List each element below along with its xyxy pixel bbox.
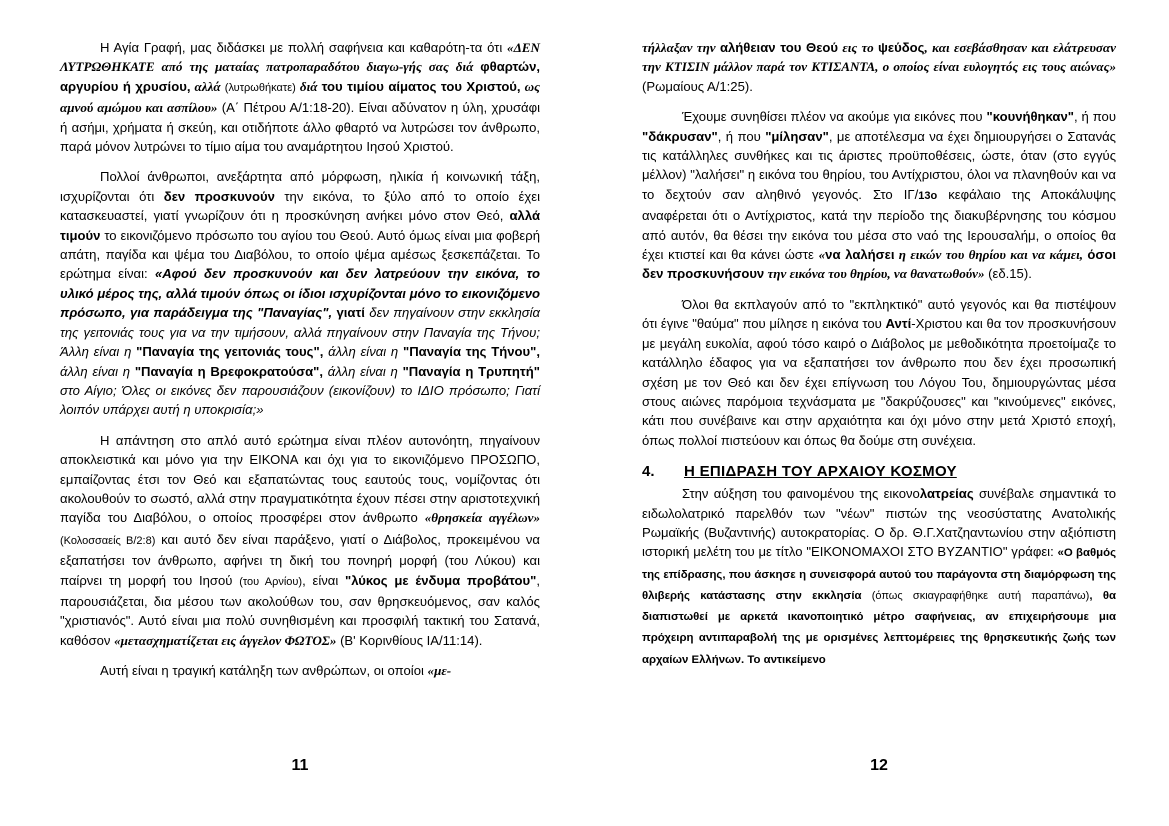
section-title: Η ΕΠΙΔΡΑΣΗ ΤΟΥ ΑΡΧΑΙΟΥ ΚΟΣΜΟΥ [684,463,957,481]
paragraph: Στην αύξηση του φαινομένου της εικονολατρείας συνέβαλε σημαντικά το ειδωλολατρικό παρελθόν των "νέων" πιστών της νεοσύστατης Ανατολικής Ρωμαϊκής (Βυζαντινής) αυτοκρατορίας. Ο δρ. Θ.Γ.Χατζηαντωνίου στην αξιόπιστη ιστορική μελέτη του με τίτλο "ΕΙΚΟΝΟΜΑΧΟΙ ΣΤΟ ΒΥΖΑΝΤΙΟ" γράφει: «Ο βαθμός της επίδρασης, που άσκησε η συνεισφορά αυτού του παράγοντα στη διαμόρφωση της θλιβερής κατάστασης στην εκκλησία (όπως σκιαγραφήθηκε αυτή παραπάνω), θα διαπιστωθεί με αρκετά ικανοποιητικό μέτρο σαφήνειας, αν επιχειρήσουμε μια πρόχειρη αντιπαραβολή της με ορισμένες λεπτομέρειες της θρησκευτικής ζωής των αρχαίων Ελλήνων. Το αντικείμενο [642,486,1116,666]
page-number: 12 [870,757,888,774]
paragraph: Έχουμε συνηθίσει πλέον να ακούμε για εικόνες που "κουνήθηκαν", ή που "δάκρυσαν", ή που "μίλησαν", με αποτέλεσμα να έχει δημιουργήσει ο Σατανάς τις κατάλληλες συνθήκες και τις άριστες προϋποθέσεις, ώστε, όταν (στο εγγύς μέλλον) "λαλήσει" η εικόνα του θηρίου, του Αντίχριστου, όλοι να πλανηθούν και να το δεχτούν σαν αληθινό γεγονός. Στο ΙΓ/13ο κεφάλαιο της Αποκάλυψης αναφέρεται ότι ο Αντίχριστος, κατά την περίοδο της διακυβέρνησης του κόσμου από αυτόν, θα θέσει την εικόνα του μέσα στο ναό της Ιερουσαλήμ, ο οποίος θα έχει κτιστεί και θα κάνει ώστε «να λαλήσει η εικών του θηρίου και να κάμει, όσοι δεν προσκυνήσουν την εικόνα του θηρίου, να θανατωθούν» (εδ.15). [642,109,1116,282]
left-page-text [60,38,540,692]
paragraph: Η απάντηση στο απλό αυτό ερώτημα είναι πλέον αυτονόητη, πηγαίνουν αποκλειστικά και μόνο για την ΕΙΚΟΝΑ και όχι για το εικονιζόμενο ΠΡΟΣΩΠΟ, εμπαίζοντας έτσι τον Θεό και εξαπατώντας τους εαυτούς τους, νομίζοντας ότι ακολουθούν το σωστό, αλλά στην πραγματικότητα έχουν πέσει στην αριστοτεχνική παγίδα του Διαβόλου, ο οποίος προσφέρει στον άνθρωπο «θρησκεία αγγέλων» (Κολοσσαείς Β/2:8) και αυτό δεν είναι παράξενο, γιατί ο Διάβολος, προκειμένου να εξαπατήσει τον άνθρωπο, αφήνει τη δική του πονηρή μορφή (του Λύκου) και παίρνει τη μορφή του Ιησού (του Αρνίου), είναι "λύκος με ένδυμα προβάτου", παρουσιάζεται, δια μέσου των ακολούθων του, σαν θρησκευόμενος, σαν καλός "χριστιανός". Αυτό είναι μια πολύ συνηθισμένη και προσφιλή τακτική του Σατανά, καθόσον «μετασχηματίζεται εις άγγελον ΦΩΤΟΣ» (Β' Κορινθίους ΙΑ/11:14). [60,432,541,648]
paragraph: Πολλοί άνθρωποι, ανεξάρτητα από μόρφωση, ηλικία ή κοινωνική τάξη, ισχυρίζονται ότι δεν προσκυνούν την εικόνα, το ξύλο από το οποίο έχει κατασκευαστεί, γιατί γνωρίζουν ότι η προσκύνηση ανήκει μόνο στον Θεό, αλλά τιμούν το εικονιζόμενο πρόσωπο του αγίου του Θεού. Αυτό όμως είναι μια φοβερή απάτη, παγίδα και ψέμα του Διαβόλου, το οποίο ψέμα αμέσως ξεσκεπάζεται. Το ερώτημα είναι: «Αφού δεν προσκυνούν και δεν λατρεύουν την εικόνα, το υλικό μέρος της, αλλά τιμούν όπως οι ίδιοι ισχυρίζονται μόνο το εικονιζόμενο πρόσωπο, για παράδειγμα της "Παναγίας", γιατί δεν πηγαίνουν στην εκκλησία της γειτονιάς τους για να την τιμήσουν, αλλά πηγαίνουν στην Παναγία της Τήνου; Άλλη είναι η "Παναγία της γειτονιάς τους", άλλη είναι η "Παναγία της Τήνου", άλλη είναι η "Παναγία η Βρεφοκρατούσα", άλλη είναι η "Παναγία η Τρυπητή" στο Αίγιο; Όλες οι εικόνες δεν παρουσιάζουν (εικονίζουν) το ΙΔΙΟ πρόσωπο; Γιατί λοιπόν υπάρχει αυτή η υποκρισία;» [60,169,541,418]
paragraph: Η Αγία Γραφή, μας διδάσκει με πολλή σαφήνεια και καθαρότη-τα ότι «ΔΕΝ ΛΥΤΡΩΘΗΚΑΤΕ από της ματαίας πατροπαραδότου διαγω-γής σας διά φθαρτών, αργυρίου ή χρυσίου, αλλά (λυτρωθήκατε) διά του τιμίου αίματος του Χριστού, ως αμνού αμώμου και ασπίλου» (Α΄ Πέτρου Α/1:18-20). Είναι αδύνατον η ύλη, χρυσάφι ή ασήμι, χρήματα ή σκεύη, και οτιδήποτε άλλο φθαρτό να λυτρώσει τον άνθρωπο, παρά μόνον λυτρώνει το τίμιο αίμα του αναμάρτητου Ιησού Χριστού. [60,40,540,155]
paragraph: τήλλαξαν την αλήθειαν του Θεού εις το ψεύδος, και εσεβάσθησαν και ελάτρευσαν την ΚΤΙΣΙΝ μάλλον παρά τον ΚΤΙΣΑΝΤΑ, ο οποίος είναι ευλογητός εις τους αιώνας» (Ρωμαίους Α/1:25). [642,40,1116,94]
page-number: 11 [291,757,309,774]
section-heading [642,462,1116,482]
section-number: 4. [642,463,655,481]
paragraph: Όλοι θα εκπλαγούν από το "εκπληκτικό" αυτό γεγονός και θα πιστέψουν ότι έγινε "θαύμα" που μίλησε η εικόνα του Αντί-Χριστου και θα τον προσκυνήσουν με μεγάλη ευκολία, αφού τόσο καιρό ο Διάβολος με μεθοδικότητα προετοίμαζε το κατάλληλο έδαφος για να εξαπατήσει τον άνθρωπο που δεν έχει προσωπική σχέση με τον Θεό και δεν έχει επίγνωση του Λόγου Του, δημιουργώντας μέσα στους αιώνες παρόμοια τεχνάσματα με "δακρύζουσες" και "κινούμενες" εικόνες, κάτι που συνέβαινε και στην αρχαιότητα και όχι μόνο στην μετά Χριστό εποχή, όπως πολλοί πιστεύουν και όπως θα δούμε στη συνέχεια. [642,296,1116,448]
paragraph: Αυτή είναι η τραγική κατάληξη των ανθρώπων, οι οποίοι «με- [100,663,452,679]
right-page-text [642,38,1116,681]
